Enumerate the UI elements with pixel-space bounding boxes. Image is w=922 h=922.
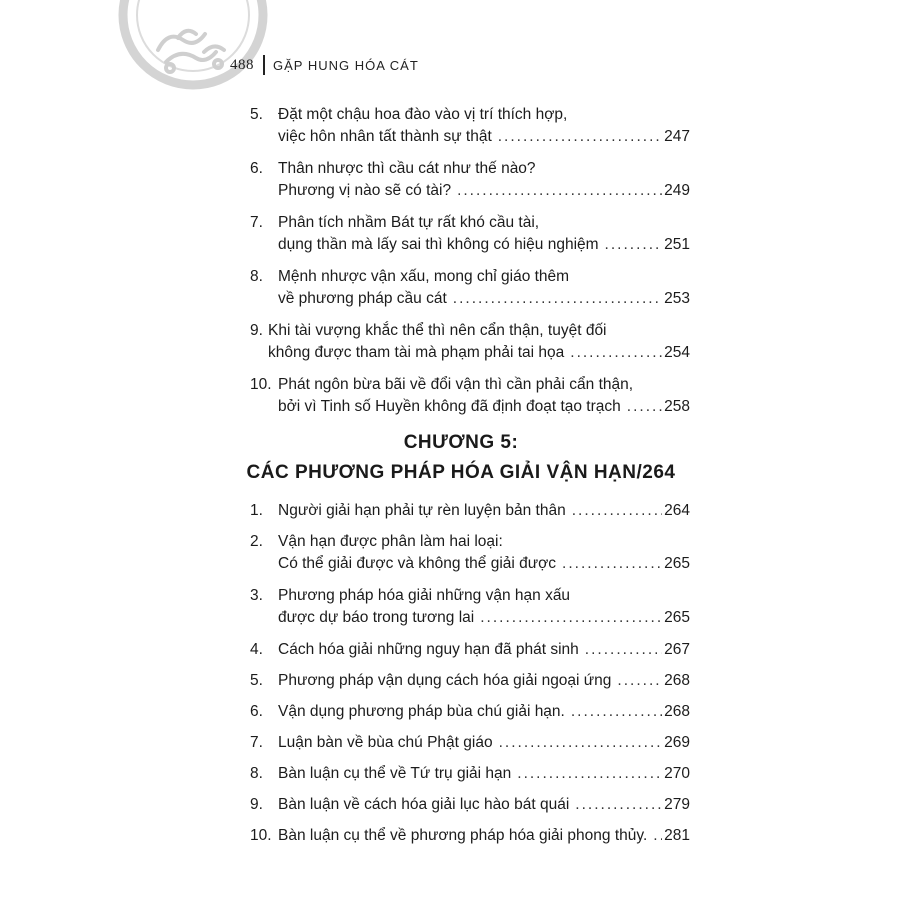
entry-title: Người giải hạn phải tự rèn luyện bản thân — [278, 502, 566, 519]
entry-number: 8. — [250, 765, 263, 782]
entry-page: 265 — [664, 609, 690, 626]
leader-dots — [565, 701, 662, 723]
entry-page: 264 — [664, 502, 690, 519]
entry-title-line1: Khi tài vượng khắc thể thì nên cẩn thận, tuyệt đối — [268, 322, 607, 339]
header-divider — [263, 55, 265, 75]
leader-dots — [493, 732, 663, 754]
entry-title: Bàn luận cụ thể về Tứ trụ giải hạn — [278, 765, 512, 782]
entry-title-line1: Phương pháp hóa giải những vận hạn xấu — [278, 587, 571, 604]
entry-number: 10. — [250, 827, 272, 844]
entry-title: Luận bàn về bùa chú Phật giáo — [278, 734, 493, 751]
entry-number: 7. — [250, 214, 263, 231]
entry-number: 4. — [250, 641, 263, 658]
leader-dots — [611, 670, 662, 692]
entry-title: Vận dụng phương pháp bùa chú giải hạn. — [278, 703, 565, 720]
leader-dots — [474, 607, 662, 629]
entry-title-line2: được dự báo trong tương lai — [278, 609, 475, 626]
entry-title-line2: bởi vì Tinh số Huyền không đã định đoạt tạo trạch — [278, 398, 621, 415]
entry-number: 3. — [250, 587, 263, 604]
entry-page: 281 — [664, 827, 690, 844]
entry-page: 268 — [664, 703, 690, 720]
entry-page: 253 — [664, 290, 690, 307]
entry-page: 249 — [664, 182, 690, 199]
entry-page: 268 — [664, 672, 690, 689]
leader-dots — [451, 180, 662, 202]
leader-dots — [566, 500, 662, 522]
entry-number: 10. — [250, 376, 272, 393]
entry-page: 251 — [664, 236, 690, 253]
entry-title-line1: Phân tích nhầm Bát tự rất khó cầu tài, — [278, 214, 540, 231]
page-number: 488 — [230, 57, 254, 73]
entry-title-line2: việc hôn nhân tất thành sự thật — [278, 128, 492, 145]
entry-title-line1: Đặt một chậu hoa đào vào vị trí thích hợp, — [278, 106, 568, 123]
entry-title-line2: dụng thần mà lấy sai thì không có hiệu nghiệm — [278, 236, 599, 253]
chapter-title[interactable]: CÁC PHƯƠNG PHÁP HÓA GIẢI VẬN HẠN/264 — [246, 462, 676, 483]
entry-number: 5. — [250, 106, 263, 123]
entry-title: Bàn luận về cách hóa giải lục hào bát quái — [278, 796, 570, 813]
leader-dots — [492, 126, 662, 148]
entry-number: 5. — [250, 672, 263, 689]
chapter-label: CHƯƠNG 5: — [403, 432, 519, 453]
entry-page: 267 — [664, 641, 690, 658]
entry-number: 1. — [250, 502, 263, 519]
entry-number: 6. — [250, 703, 263, 720]
entry-title: Cách hóa giải những nguy hạn đã phát sinh — [278, 641, 579, 658]
entry-title-line1: Thân nhược thì cầu cát như thế nào? — [278, 160, 536, 177]
leader-dots — [647, 825, 662, 847]
leader-dots — [511, 763, 662, 785]
leader-dots — [621, 396, 662, 418]
entry-title-line1: Phát ngôn bừa bãi về đổi vận thì cần phải cẩn thận, — [278, 376, 634, 393]
running-header-title: GẶP HUNG HÓA CÁT — [273, 58, 419, 73]
entry-page: 247 — [664, 128, 690, 145]
entry-title-line2: không được tham tài mà phạm phải tai họa — [268, 344, 565, 361]
entry-page: 258 — [664, 398, 690, 415]
entry-page: 269 — [664, 734, 690, 751]
entry-title-line1: Mệnh nhược vận xấu, mong chỉ giáo thêm — [278, 268, 570, 285]
entry-number: 9. — [250, 796, 263, 813]
entry-title: Phương pháp vận dụng cách hóa giải ngoại ứng — [278, 672, 612, 689]
leader-dots — [447, 288, 662, 310]
entry-title: Bàn luận cụ thể về phương pháp hóa giải phong thủy. — [278, 827, 648, 844]
leader-dots — [599, 234, 663, 256]
entry-number: 2. — [250, 533, 263, 550]
entry-number: 6. — [250, 160, 263, 177]
entry-number: 8. — [250, 268, 263, 285]
leader-dots — [579, 639, 662, 661]
entry-page: 254 — [664, 344, 690, 361]
entry-title-line2: về phương pháp cầu cát — [278, 290, 447, 307]
entry-title-line1: Vận hạn được phân làm hai loại: — [278, 533, 503, 550]
leader-dots — [564, 342, 662, 364]
entry-title-line2: Có thể giải được và không thể giải được — [278, 555, 557, 572]
entry-page: 265 — [664, 555, 690, 572]
ornament-medallion — [118, 0, 268, 90]
entry-number: 9. — [250, 322, 263, 339]
leader-dots — [569, 794, 662, 816]
leader-dots — [556, 553, 662, 575]
entry-page: 279 — [664, 796, 690, 813]
entry-page: 270 — [664, 765, 690, 782]
entry-title-line2: Phương vị nào sẽ có tài? — [278, 182, 452, 199]
entry-number: 7. — [250, 734, 263, 751]
